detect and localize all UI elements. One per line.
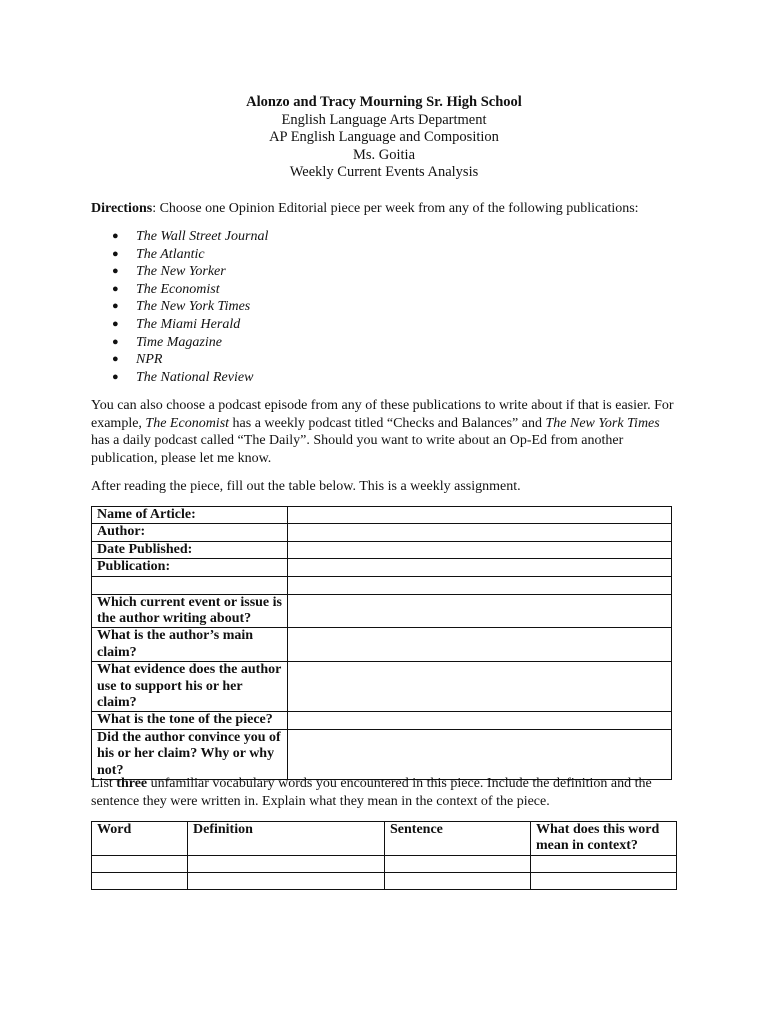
list-item: ● The Miami Herald [112,316,241,332]
list-item: ● The Wall Street Journal [112,229,269,244]
table-row [92,576,672,594]
table-row [92,559,672,576]
answer-cell[interactable] [288,507,672,524]
column-header-definition: Definition [188,822,385,856]
list-item: ● NPR [112,352,163,368]
after-reading-paragraph: After reading the piece, fill out the table below. This is a weekly assignment. [91,479,521,494]
list-item: ● The New York Times [112,299,251,315]
bullet-icon: ● [112,353,119,366]
table-row [92,524,672,541]
bullet-icon: ● [112,317,119,330]
table-row [92,628,672,662]
department-name: English Language Arts Department [281,111,487,128]
list-item: ● Time Magazine [112,334,222,350]
sentence-cell[interactable] [385,855,531,872]
bullet-icon: ● [112,247,119,260]
answer-cell[interactable] [288,524,672,541]
answer-cell[interactable] [288,729,672,779]
bullet-icon: ● [112,282,119,295]
table-header-row [92,822,677,856]
column-header-context: What does this word mean in context? [531,822,677,856]
sentence-cell[interactable] [385,872,531,889]
table-row [92,712,672,729]
answer-cell[interactable] [288,541,672,558]
row-label: Name of Article: [92,507,288,524]
bullet-icon: ● [112,335,119,348]
row-label: What evidence does the author use to support his or her claim? [92,662,288,712]
answer-cell[interactable] [288,662,672,712]
list-item: ● The Atlantic [112,246,205,262]
word-cell[interactable] [92,855,188,872]
analysis-table [91,506,672,780]
answer-cell[interactable] [288,594,672,628]
table-row [92,855,677,872]
directions-text: : Choose one Opinion Editorial piece per week from any of the following publications: [152,201,639,216]
word-cell[interactable] [92,872,188,889]
directions-label: Directions [91,201,153,216]
table-row [92,541,672,558]
answer-cell[interactable] [288,628,672,662]
table-row [92,594,672,628]
nyt-title: The New York Times [545,415,660,431]
answer-cell[interactable] [288,576,672,594]
definition-cell[interactable] [188,855,385,872]
podcast-paragraph: You can also choose a podcast episode from any of these publications to write about if that is easier. For example, The Economist has a weekly podcast titled “Checks and Balances” and The New York Times has a daily podcast called “The Daily”. Should you want to write about an Op-Ed from another publication, please let me know. [91,398,674,466]
definition-cell[interactable] [188,872,385,889]
row-label: What is the author’s main claim? [92,628,288,662]
list-item: ● The Economist [112,281,220,297]
assignment-title: Weekly Current Events Analysis [289,164,479,181]
row-label: Author: [92,524,288,541]
bullet-icon: ● [112,300,119,313]
directions-paragraph [91,200,681,218]
context-cell[interactable] [531,855,677,872]
column-header-word: Word [92,822,188,856]
row-label: Publication: [92,559,288,576]
bullet-icon: ● [112,265,119,278]
table-row [92,507,672,524]
row-label: What is the tone of the piece? [92,712,288,729]
list-item: ● The New Yorker [112,264,226,280]
table-row [92,872,677,889]
document-header [0,94,768,182]
row-label: Did the author convince you of his or her claim? Why or why not? [92,729,288,779]
vocab-instructions: List three unfamiliar vocabulary words you encountered in this piece. Include the definition and the sentence they were written in. Explain what they mean in the context of the piece. [91,776,652,809]
vocab-table [91,821,677,890]
table-row [92,729,672,779]
row-label [92,576,288,594]
list-item: ● The National Review [112,369,254,385]
row-label: Which current event or issue is the author writing about? [92,594,288,628]
answer-cell[interactable] [288,712,672,729]
course-name: AP English Language and Composition [269,129,499,146]
row-label: Date Published: [92,541,288,558]
bullet-icon: ● [112,370,119,383]
economist-title: The Economist [145,415,230,431]
publications-list [91,228,268,386]
school-name: Alonzo and Tracy Mourning Sr. High School [246,94,522,110]
bullet-icon: ● [112,230,119,242]
context-cell[interactable] [531,872,677,889]
table-row [92,662,672,712]
column-header-sentence: Sentence [385,822,531,856]
teacher-name: Ms. Goitia [352,146,416,163]
answer-cell[interactable] [288,559,672,576]
